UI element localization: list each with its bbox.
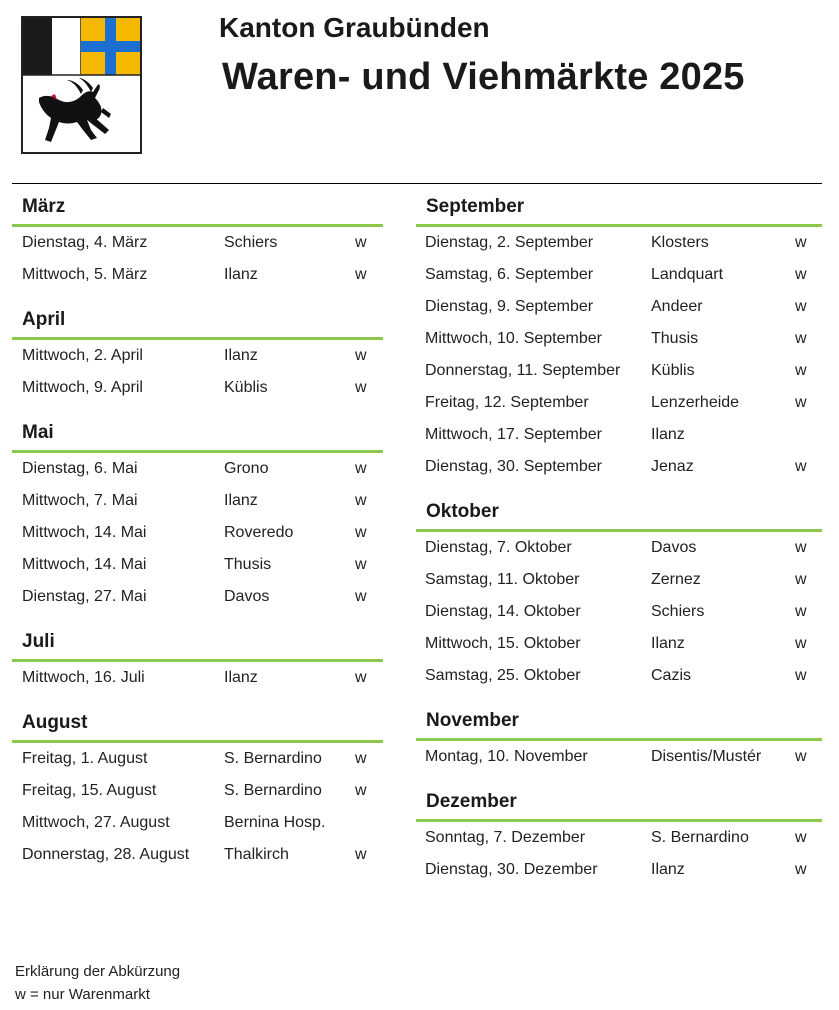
market-date: Dienstag, 30. Dezember [425,861,598,878]
market-type-mark: w [355,347,367,364]
market-date: Donnerstag, 28. August [22,846,190,863]
market-place: Grono [224,460,269,477]
market-date: Dienstag, 6. Mai [22,460,138,477]
market-date: Dienstag, 4. März [22,234,148,251]
market-row [416,291,822,323]
market-place: Landquart [651,266,724,283]
month-section-juli [12,628,383,694]
market-type-mark: w [355,379,367,396]
market-type-mark: w [355,588,367,605]
market-type-mark: w [355,556,367,573]
market-row [416,227,822,259]
market-date: Montag, 10. November [425,748,588,765]
market-date: Samstag, 25. Oktober [425,667,581,684]
market-place: Davos [224,588,270,605]
market-place: Thalkirch [224,846,289,863]
market-place: Bernina Hosp. [224,814,326,831]
month-section-maerz [12,193,383,291]
month-section-mai [12,419,383,613]
market-row [12,259,383,291]
market-row [416,564,822,596]
market-row [416,451,822,483]
market-date: Sonntag, 7. Dezember [425,829,586,846]
market-date: Freitag, 1. August [22,750,148,767]
market-date: Mittwoch, 16. Juli [22,669,145,686]
market-row [12,839,383,871]
market-type-mark: w [355,460,367,477]
market-type-mark: w [795,266,807,283]
month-section-dezember [416,788,822,886]
page-title: Waren- und Viehmärkte 2025 [222,56,745,98]
market-row [12,743,383,775]
market-row [12,807,383,839]
market-type-mark: w [795,571,807,588]
market-type-mark: w [355,750,367,767]
market-date: Mittwoch, 14. Mai [22,524,147,541]
market-date: Mittwoch, 7. Mai [22,492,138,509]
market-place: Davos [651,539,697,556]
market-place: Thusis [651,330,699,347]
market-row [416,532,822,564]
market-type-mark: w [795,458,807,475]
market-place: S. Bernardino [224,750,322,767]
market-type-mark: w [795,829,807,846]
market-date: Freitag, 12. September [425,394,589,411]
market-date: Mittwoch, 15. Oktober [425,635,581,652]
market-row [12,453,383,485]
market-place: Andeer [651,298,703,315]
market-type-mark: w [355,846,367,863]
market-row [416,596,822,628]
market-place: Schiers [651,603,705,620]
market-date: Mittwoch, 27. August [22,814,170,831]
left-column [12,193,383,886]
market-row [12,517,383,549]
market-row [12,485,383,517]
month-heading: Juli [12,628,383,662]
market-place: Thusis [224,556,272,573]
market-place: Jenaz [651,458,694,475]
market-type-mark: w [795,298,807,315]
market-place: Ilanz [224,347,258,364]
month-section-oktober [416,498,822,692]
market-type-mark: w [795,539,807,556]
market-type-mark: w [795,234,807,251]
market-date: Samstag, 6. September [425,266,594,283]
market-place: Schiers [224,234,278,251]
market-row [416,854,822,886]
market-row [12,549,383,581]
market-type-mark: w [795,748,807,765]
market-row [416,387,822,419]
market-row [12,775,383,807]
market-type-mark: w [795,394,807,411]
market-date: Dienstag, 9. September [425,298,594,315]
market-place: Ilanz [651,861,685,878]
market-place: Lenzerheide [651,394,740,411]
market-row [416,259,822,291]
market-date: Samstag, 11. Oktober [425,571,580,588]
market-date: Donnerstag, 11. September [425,362,621,379]
market-type-mark: w [355,234,367,251]
market-type-mark: w [355,492,367,509]
month-heading: August [12,709,383,743]
market-place: Klosters [651,234,709,251]
market-date: Dienstag, 7. Oktober [425,539,572,556]
month-section-september [416,193,822,483]
month-heading: November [416,707,822,741]
market-date: Dienstag, 2. September [425,234,594,251]
market-date: Mittwoch, 17. September [425,426,602,443]
month-heading: April [12,306,383,340]
market-date: Freitag, 15. August [22,782,157,799]
market-row [416,741,822,773]
market-row [416,822,822,854]
market-type-mark: w [795,861,807,878]
market-date: Mittwoch, 14. Mai [22,556,147,573]
market-type-mark: w [795,603,807,620]
market-type-mark: w [795,667,807,684]
market-row [12,227,383,259]
legend [15,960,180,1006]
month-section-august [12,709,383,871]
market-type-mark: w [795,635,807,652]
legend-heading: Erklärung der Abkürzung [15,963,181,980]
month-heading: März [12,193,383,227]
market-type-mark: w [795,330,807,347]
market-place: Ilanz [224,266,258,283]
header-divider [12,183,822,184]
market-row [416,355,822,387]
market-row [416,323,822,355]
month-heading: Oktober [416,498,822,532]
market-date: Dienstag, 27. Mai [22,588,147,605]
market-place: Zernez [651,571,701,588]
month-section-november [416,707,822,773]
market-date: Mittwoch, 5. März [22,266,148,283]
market-date: Mittwoch, 9. April [22,379,143,396]
market-place: Roveredo [224,524,294,541]
market-date: Mittwoch, 10. September [425,330,602,347]
market-row [12,372,383,404]
market-type-mark: w [355,782,367,799]
market-place: Ilanz [224,492,258,509]
market-place: S. Bernardino [224,782,322,799]
market-place: S. Bernardino [651,829,749,846]
month-heading: Dezember [416,788,822,822]
market-date: Dienstag, 30. September [425,458,602,475]
market-date: Mittwoch, 2. April [22,347,143,364]
month-heading: September [416,193,822,227]
market-type-mark: w [795,362,807,379]
month-heading: Mai [12,419,383,453]
market-row [416,419,822,451]
right-column [416,193,822,901]
market-date: Dienstag, 14. Oktober [425,603,581,620]
market-type-mark: w [355,524,367,541]
legend-text: w = nur Warenmarkt [15,986,150,1003]
market-place: Küblis [224,379,268,396]
canton-name: Kanton Graubünden [219,12,490,43]
market-place: Cazis [651,667,692,684]
market-row [12,662,383,694]
graubuenden-coat-of-arms-icon [21,16,142,154]
market-type-mark: w [355,669,367,686]
month-section-april [12,306,383,404]
market-place: Ilanz [651,635,685,652]
market-row [12,340,383,372]
market-row [416,628,822,660]
market-place: Ilanz [224,669,258,686]
market-place: Ilanz [651,426,685,443]
market-row [12,581,383,613]
market-place: Küblis [651,362,695,379]
market-row [416,660,822,692]
market-place: Disentis/Mustér [651,748,762,765]
market-type-mark: w [355,266,367,283]
